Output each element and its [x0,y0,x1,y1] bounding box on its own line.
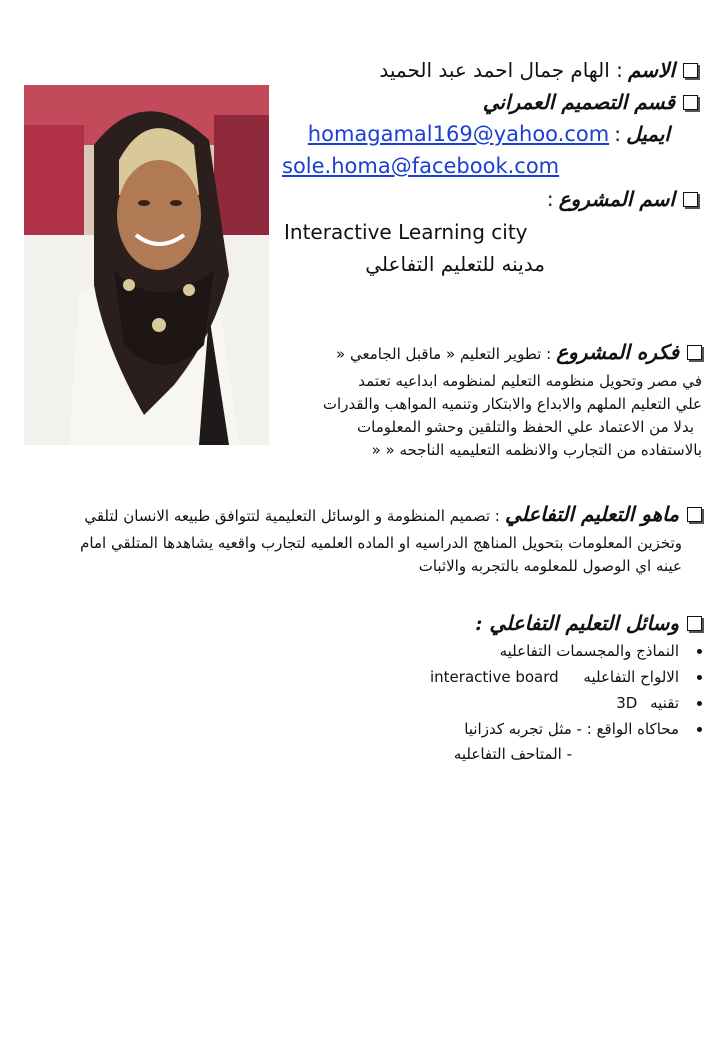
bullet-icon [697,649,702,654]
tools-extra [454,745,572,763]
project-name-ar: مدينه للتعليم التفاعلي [365,252,545,276]
email-label: ايميل [626,122,670,146]
idea-line-4: بدلا من الاعتماد علي الحفظ والتلقين وحشو المعلومات [357,418,694,436]
definition-paragraph [80,532,682,578]
tools-item-2-en: interactive board [430,668,559,686]
idea-line-2: في مصر وتحويل منظومه التعليم لمنظومه ابداعيه تعتمد [358,372,702,390]
idea-line-3: علي التعليم الملهم والابداع والابتكار وتنميه المواهب والقدرات [322,395,702,413]
checkbox-icon [687,345,702,360]
definition-label: ماهو التعليم التفاعلي [504,502,679,526]
tools-item-2-text: الالواح التفاعليه [583,668,679,686]
tools-item-3-en: 3D [616,694,638,712]
project-name-en-row [284,220,528,244]
idea-label: فكره المشروع [556,340,679,364]
idea-row [336,340,702,364]
project-separator: : [546,187,554,211]
project-name-en: Interactive Learning city [284,220,528,244]
checkbox-icon [683,63,698,78]
facebook-row [282,154,559,178]
bullet-icon [697,701,702,706]
tools-label: وسائل التعليم التفاعلي : [475,611,679,635]
department-label: قسم التصميم العمراني [482,90,675,114]
checkbox-icon [687,507,702,522]
tools-item-3-text: تقنيه [650,694,679,712]
profile-photo [24,85,269,445]
project-label: اسم المشروع [558,187,675,211]
idea-line-1: : تطوير التعليم « ماقبل الجامعي « [336,345,552,363]
checkbox-icon [683,95,698,110]
tools-item-2 [430,668,702,686]
checkbox-icon [687,616,702,631]
name-label: الاسم [627,58,675,82]
project-name-ar-row [365,252,545,276]
tools-item-1 [500,642,702,660]
definition-line-1: : تصميم المنظومة و الوسائل التعليمية لتتوافق طبيعه الانسان لتلقي [84,507,500,525]
email-link[interactable]: homagamal169@yahoo.com [307,122,610,146]
tools-row [475,611,702,635]
tools-item-3 [616,694,702,712]
department-row [483,90,698,114]
facebook-link[interactable]: sole.homa@facebook.com [282,154,560,178]
idea-line-5: بالاستفاده من التجارب والانظمه التعليميه الناجحه « « [371,441,702,459]
definition-line-3: عينه اي الوصول للمعلومه بالتجربه والاثبات [418,557,682,575]
email-separator: : [614,122,622,146]
tools-extra-text: - المتاحف التفاعليه [453,745,572,763]
tools-item-4 [464,720,702,738]
project-row [547,187,698,211]
bullet-icon [697,675,702,680]
bullet-icon [697,727,702,732]
definition-line-2: وتخزين المعلومات بتحويل المناهج الدراسيه او الماده العلميه لتجارب واقعيه يشاهدها المتلقي امام [80,534,682,552]
definition-row [84,502,702,526]
tools-item-4-text: محاكاه الواقع : - مثل تجربه كدزانيا [464,720,679,738]
name-row [379,58,698,82]
email-row [308,122,670,146]
idea-paragraph [323,370,702,462]
tools-item-1-text: النماذج والمجسمات التفاعليه [499,642,679,660]
name-value: : الهام جمال احمد عبد الحميد [379,58,623,82]
checkbox-icon [683,192,698,207]
